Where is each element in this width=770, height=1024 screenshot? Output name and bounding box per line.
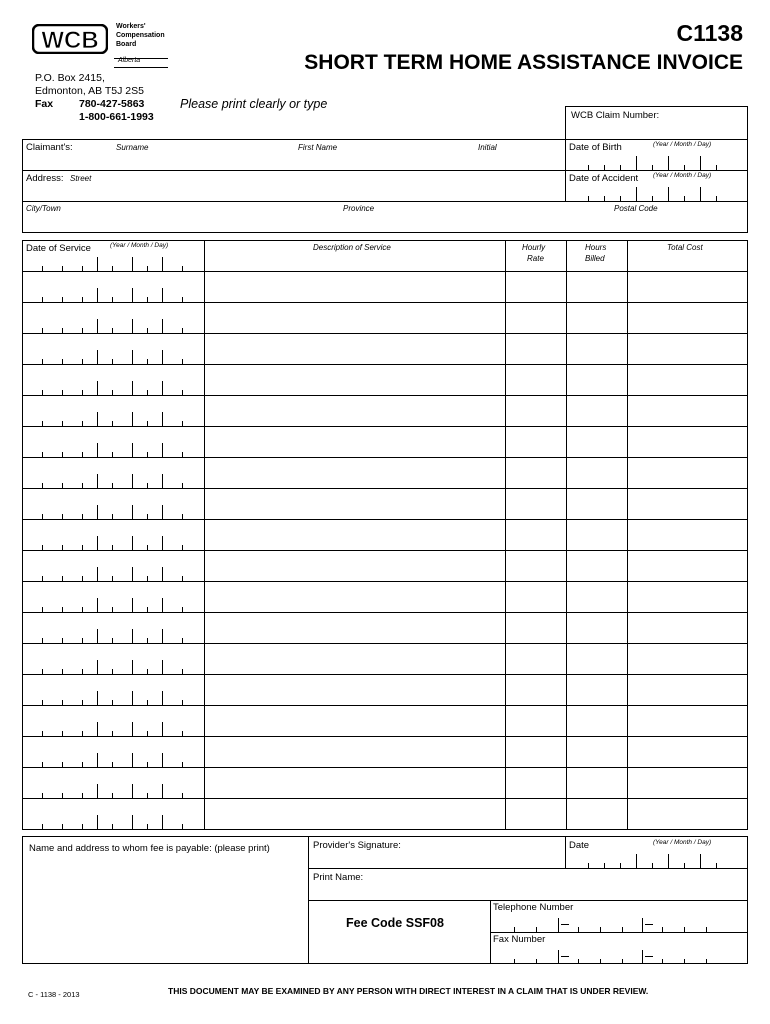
- dob-field[interactable]: [568, 154, 748, 170]
- dob-format: (Year / Month / Day): [653, 141, 712, 148]
- telephone-label: Telephone Number: [493, 902, 574, 913]
- total-cost-cell[interactable]: [627, 364, 748, 395]
- fax-label: Fax: [35, 98, 54, 110]
- address-line-1: P.O. Box 2415,: [35, 72, 105, 84]
- claimant-label: Claimant's:: [26, 142, 73, 153]
- total-cost-cell[interactable]: [627, 581, 748, 612]
- payee-date-field[interactable]: [568, 852, 748, 868]
- form-number: C1138: [676, 20, 743, 46]
- service-date-ticks: [22, 689, 204, 705]
- service-description-cell[interactable]: [204, 643, 505, 674]
- hourly-rate-cell[interactable]: [505, 550, 566, 581]
- service-description-cell[interactable]: [204, 705, 505, 736]
- hours-billed-cell[interactable]: [566, 798, 627, 829]
- rate-header: Rate: [527, 254, 544, 263]
- service-date-ticks: [22, 472, 204, 488]
- total-cost-cell[interactable]: [627, 271, 748, 302]
- date-of-service-header-ticks: [22, 255, 204, 271]
- hours-billed-cell[interactable]: [566, 705, 627, 736]
- total-cost-cell[interactable]: [627, 395, 748, 426]
- service-date-ticks: [22, 379, 204, 395]
- fax-number-field[interactable]: [492, 948, 748, 964]
- toll-free-number: 1-800-661-1993: [79, 111, 154, 123]
- logo-organization-name: Workers' Compensation Board: [116, 23, 165, 48]
- total-cost-cell[interactable]: [627, 705, 748, 736]
- payee-label: Name and address to whom fee is payable: (please print): [29, 843, 270, 854]
- hourly-rate-cell[interactable]: [505, 457, 566, 488]
- page-title: SHORT TERM HOME ASSISTANCE INVOICE: [304, 51, 743, 74]
- claim-number-label: WCB Claim Number:: [571, 110, 660, 121]
- provider-signature-label: Provider's Signature:: [313, 840, 401, 851]
- total-cost-cell[interactable]: [627, 550, 748, 581]
- hourly-rate-cell[interactable]: [505, 364, 566, 395]
- service-description-cell[interactable]: [204, 271, 505, 302]
- city-label: City/Town: [26, 204, 61, 213]
- address-line-2: Edmonton, AB T5J 2S5: [35, 85, 144, 97]
- service-description-cell[interactable]: [204, 550, 505, 581]
- service-description-cell[interactable]: [204, 488, 505, 519]
- hours-billed-cell[interactable]: [566, 550, 627, 581]
- service-date-ticks: [22, 627, 204, 643]
- service-description-cell[interactable]: [204, 333, 505, 364]
- service-date-ticks: [22, 410, 204, 426]
- payee-date-label: Date: [569, 840, 590, 851]
- initial-label: Initial: [478, 143, 497, 152]
- service-date-ticks: [22, 782, 204, 798]
- total-cost-cell[interactable]: [627, 302, 748, 333]
- hours-billed-cell[interactable]: [566, 736, 627, 767]
- hourly-rate-cell[interactable]: [505, 643, 566, 674]
- street-label: Street: [70, 174, 92, 183]
- doa-format: (Year / Month / Day): [653, 172, 712, 179]
- total-cost-cell[interactable]: [627, 612, 748, 643]
- hourly-rate-cell[interactable]: [505, 705, 566, 736]
- hours-billed-cell[interactable]: [566, 333, 627, 364]
- print-instruction: Please print clearly or type: [180, 97, 328, 111]
- hours-billed-cell[interactable]: [566, 426, 627, 457]
- hourly-rate-cell[interactable]: [505, 519, 566, 550]
- service-date-ticks: [22, 596, 204, 612]
- hours-billed-cell[interactable]: [566, 767, 627, 798]
- fax-number-label: Fax Number: [493, 934, 546, 945]
- hours-billed-cell[interactable]: [566, 395, 627, 426]
- hourly-rate-cell[interactable]: [505, 798, 566, 829]
- hours-billed-cell[interactable]: [566, 612, 627, 643]
- total-cost-cell[interactable]: [627, 674, 748, 705]
- service-description-cell[interactable]: [204, 426, 505, 457]
- service-description-cell[interactable]: [204, 302, 505, 333]
- payee-name-address-field[interactable]: [24, 858, 306, 962]
- hourly-rate-cell[interactable]: [505, 395, 566, 426]
- service-date-ticks: [22, 813, 204, 829]
- service-description-cell[interactable]: [204, 581, 505, 612]
- hours-billed-cell[interactable]: [566, 488, 627, 519]
- service-description-cell[interactable]: [204, 364, 505, 395]
- service-description-cell[interactable]: [204, 767, 505, 798]
- description-header: Description of Service: [313, 243, 391, 252]
- service-date-ticks: [22, 658, 204, 674]
- date-of-service-header: Date of Service: [26, 243, 91, 254]
- hours-billed-cell[interactable]: [566, 364, 627, 395]
- surname-label: Surname: [116, 143, 149, 152]
- address-label: Address:: [26, 173, 64, 184]
- hourly-rate-cell[interactable]: [505, 736, 566, 767]
- hours-billed-cell[interactable]: [566, 302, 627, 333]
- postal-code-label: Postal Code: [614, 204, 658, 213]
- wcb-logo: [32, 24, 108, 54]
- service-date-ticks: [22, 534, 204, 550]
- hourly-rate-cell[interactable]: [505, 581, 566, 612]
- total-cost-cell[interactable]: [627, 457, 748, 488]
- telephone-field[interactable]: [492, 916, 748, 932]
- service-description-cell[interactable]: [204, 674, 505, 705]
- hourly-header: Hourly: [522, 243, 546, 252]
- hourly-rate-cell[interactable]: [505, 488, 566, 519]
- total-cost-cell[interactable]: [627, 426, 748, 457]
- total-cost-cell[interactable]: [627, 488, 748, 519]
- claim-number-field[interactable]: [565, 106, 748, 140]
- date-of-service-format: (Year / Month / Day): [110, 242, 169, 249]
- service-date-ticks: [22, 565, 204, 581]
- total-cost-header: Total Cost: [667, 243, 703, 252]
- service-description-cell[interactable]: [204, 612, 505, 643]
- total-cost-cell[interactable]: [627, 736, 748, 767]
- total-cost-cell[interactable]: [627, 798, 748, 829]
- form-code: C - 1138 - 2013: [28, 990, 80, 999]
- service-date-ticks: [22, 286, 204, 302]
- hourly-rate-cell[interactable]: [505, 302, 566, 333]
- service-date-ticks: [22, 441, 204, 457]
- service-date-ticks: [22, 317, 204, 333]
- doa-label: Date of Accident: [569, 173, 639, 184]
- total-cost-cell[interactable]: [627, 643, 748, 674]
- hours-header: Hours: [585, 243, 607, 252]
- logo-province: Alberta: [118, 57, 141, 64]
- hourly-rate-cell[interactable]: [505, 271, 566, 302]
- doa-field[interactable]: [568, 185, 748, 201]
- hourly-rate-cell[interactable]: [505, 767, 566, 798]
- service-date-ticks: [22, 720, 204, 736]
- service-date-ticks: [22, 348, 204, 364]
- service-date-ticks: [22, 751, 204, 767]
- fee-code: Fee Code SSF08: [346, 916, 444, 930]
- total-cost-cell[interactable]: [627, 767, 748, 798]
- dob-label: Date of Birth: [569, 142, 622, 153]
- service-description-cell[interactable]: [204, 798, 505, 829]
- total-cost-cell[interactable]: [627, 519, 748, 550]
- hours-billed-cell[interactable]: [566, 271, 627, 302]
- service-date-ticks: [22, 503, 204, 519]
- first-name-label: First Name: [298, 143, 338, 152]
- hours-billed-cell[interactable]: [566, 581, 627, 612]
- fax-number: 780-427-5863: [79, 98, 145, 110]
- hourly-rate-cell[interactable]: [505, 612, 566, 643]
- service-description-cell[interactable]: [204, 395, 505, 426]
- hourly-rate-cell[interactable]: [505, 333, 566, 364]
- svg-text:WCB: WCB: [41, 27, 99, 54]
- print-name-label: Print Name:: [313, 872, 364, 883]
- hours-billed-cell[interactable]: [566, 643, 627, 674]
- review-notice: THIS DOCUMENT MAY BE EXAMINED BY ANY PERSON WITH DIRECT INTEREST IN A CLAIM THAT IS UNDER REVIEW.: [168, 986, 649, 996]
- payee-date-format: (Year / Month / Day): [653, 839, 712, 846]
- hours-billed-cell[interactable]: [566, 519, 627, 550]
- province-label: Province: [343, 204, 375, 213]
- service-description-cell[interactable]: [204, 457, 505, 488]
- total-cost-cell[interactable]: [627, 333, 748, 364]
- hours-billed-cell[interactable]: [566, 674, 627, 705]
- service-description-cell[interactable]: [204, 736, 505, 767]
- service-description-cell[interactable]: [204, 519, 505, 550]
- logo-rule-2: [114, 67, 168, 68]
- hours-billed-cell[interactable]: [566, 457, 627, 488]
- hourly-rate-cell[interactable]: [505, 674, 566, 705]
- hourly-rate-cell[interactable]: [505, 426, 566, 457]
- billed-header: Billed: [585, 254, 605, 263]
